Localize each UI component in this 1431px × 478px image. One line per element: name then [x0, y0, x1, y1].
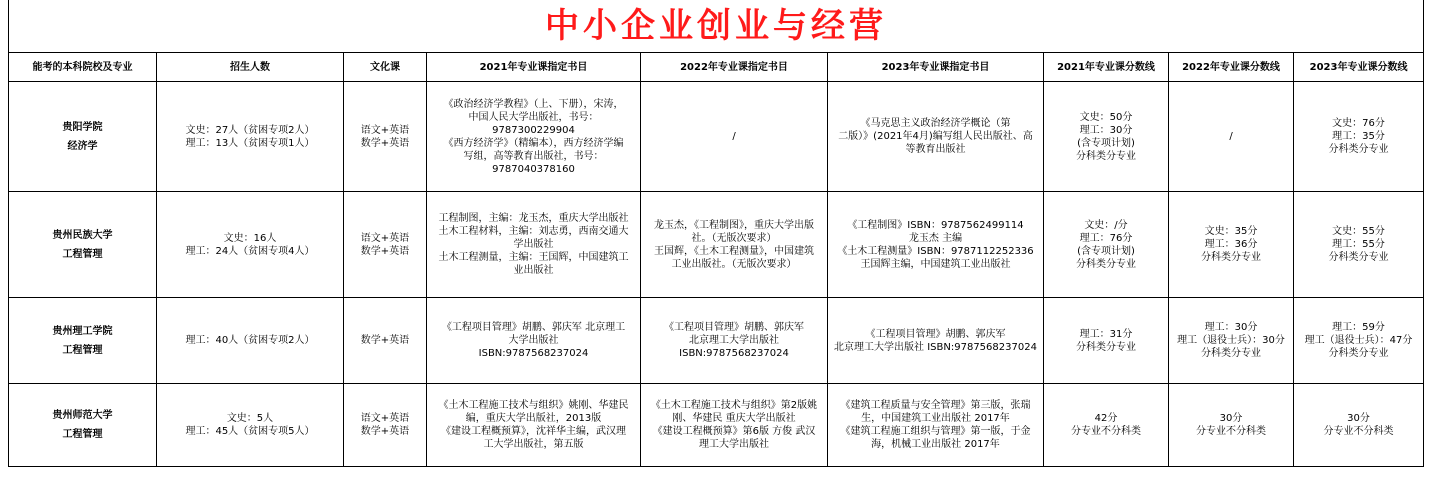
score-2021-cell	[1044, 384, 1169, 467]
score-line: 文史：35分	[1204, 226, 1258, 237]
culture-cell	[344, 384, 427, 467]
header-row	[9, 53, 1424, 82]
score-2023-cell	[1294, 298, 1424, 384]
score-2021-cell	[1044, 298, 1169, 384]
book-line: /	[732, 131, 736, 142]
book-line: 土木工程测量，主编：王国辉，中国建筑工	[438, 252, 629, 263]
books-2021-cell	[427, 384, 641, 467]
score-line: 理工（退役士兵）：30分	[1177, 335, 1285, 346]
culture-line: 数学+英语	[360, 137, 410, 149]
enroll-line: 文史：5人	[226, 413, 274, 424]
score-line: (含专项计划)	[1077, 137, 1135, 149]
book-line: 龙玉杰，《工程制图》，重庆大学出版	[654, 219, 814, 231]
school-cell	[9, 384, 157, 467]
score-line: 30分	[1219, 413, 1243, 424]
school-cell	[9, 192, 157, 298]
book-line: 生，中国建筑工业出版社 2017年	[861, 413, 1010, 424]
school-cell	[9, 298, 157, 384]
books-2023-cell	[828, 298, 1044, 384]
major-name: 工程管理	[62, 248, 103, 260]
book-line: 《建设工程概预算》第6版 方俊 武汉	[652, 426, 816, 437]
score-line: 理工：30分	[1079, 124, 1133, 136]
score-line: 分科类分专业	[1076, 150, 1136, 162]
book-line: 《工程项目管理》胡鹏、郭庆军 北京理工	[441, 322, 626, 333]
enroll-line: 理工：45人（贫困专项5人）	[185, 426, 315, 437]
header-cell: 2021年专业课分数线	[1044, 53, 1169, 82]
book-line: 北京理工大学出版社 ISBN:9787568237024	[834, 341, 1037, 353]
score-line: 42分	[1094, 413, 1118, 424]
book-line: 《土木工程测量》ISBN：9787112252336	[837, 245, 1034, 257]
table-row	[9, 82, 1424, 192]
table-row	[9, 192, 1424, 298]
culture-line: 语文+英语	[360, 124, 410, 136]
score-line: /	[1229, 131, 1233, 142]
books-2021-cell	[427, 192, 641, 298]
score-line: 分科类分专业	[1328, 252, 1389, 263]
score-2023-cell	[1294, 192, 1424, 298]
enroll-cell	[157, 82, 344, 192]
book-line: 《工程项目管理》胡鹏、郭庆军	[865, 328, 1006, 340]
enroll-cell	[157, 298, 344, 384]
score-2022-cell	[1169, 82, 1294, 192]
books-2023-cell	[828, 82, 1044, 192]
books-2021-cell	[427, 82, 641, 192]
enroll-line: 文史：16人	[223, 232, 277, 244]
score-line: 分科类分专业	[1328, 348, 1389, 359]
score-line: 分专业不分科类	[1323, 426, 1394, 437]
book-line: 北京理工大学出版社	[689, 335, 779, 346]
enroll-cell	[157, 192, 344, 298]
score-line: 理工：76分	[1079, 232, 1133, 244]
book-line: 《土木工程施工技术与组织》姚刚、华建民	[438, 400, 629, 411]
school-name: 贵州师范大学	[52, 410, 113, 421]
score-line: 分科类分专业	[1201, 252, 1261, 263]
book-line: 《西方经济学》（精编本），西方经济学编	[443, 137, 624, 149]
book-line: 海，机械工业出版社 2017年	[871, 439, 1000, 450]
header-cell: 2022年专业课分数线	[1169, 53, 1294, 82]
score-line: 分专业不分科类	[1196, 426, 1266, 437]
book-line: 王国辉主编，中国建筑工业出版社	[860, 258, 1011, 270]
book-line: 《政治经济学教程》（上、下册），宋涛，	[443, 98, 624, 110]
books-2023-cell	[828, 384, 1044, 467]
score-line: 30分	[1347, 413, 1370, 424]
score-line: 理工：55分	[1332, 239, 1385, 250]
book-line: 写组，高等教育出版社，书号：	[463, 150, 604, 162]
culture-line: 语文+英语	[360, 232, 410, 244]
book-line: ISBN:9787568237024	[679, 348, 789, 359]
school-name: 贵州理工学院	[52, 325, 113, 337]
score-line: 理工（退役士兵）：47分	[1304, 335, 1413, 346]
culture-line: 语文+英语	[360, 413, 410, 424]
score-2022-cell	[1169, 192, 1294, 298]
book-line: 工大学出版社，第五版	[483, 439, 584, 450]
score-line: 分科类分专业	[1076, 258, 1136, 270]
header-cell: 2022年专业课指定书目	[641, 53, 828, 82]
school-name: 贵阳学院	[62, 121, 103, 133]
book-line: 9787040378160	[492, 163, 575, 175]
books-2022-cell	[641, 384, 828, 467]
book-line: 理工大学出版社	[699, 439, 769, 450]
culture-cell	[344, 82, 427, 192]
book-line: 业出版社	[513, 265, 554, 276]
sheet-title: 中小企业创业与经营	[9, 0, 1424, 53]
score-2021-cell	[1044, 82, 1169, 192]
score-line: 分科类分专业	[1201, 348, 1261, 359]
book-line: 《建设工程概预算》，沈祥华主编，武汉理	[441, 426, 626, 437]
header-cell: 文化课	[344, 53, 427, 82]
book-line: 工程制图，主编：龙玉杰，重庆大学出版社	[438, 213, 629, 224]
book-line: 学出版社	[513, 239, 554, 250]
table-row	[9, 298, 1424, 384]
book-line: 刚、华建民 重庆大学出版社	[672, 413, 796, 424]
score-line: 理工：31分	[1079, 328, 1133, 340]
score-line: (含专项计划)	[1077, 245, 1135, 257]
book-line: 《建筑工程施工组织与管理》第一版，于金	[840, 426, 1031, 437]
major-name: 工程管理	[62, 344, 103, 356]
book-line: 中国人民大学出版社，书号：	[468, 111, 599, 123]
culture-cell	[344, 298, 427, 384]
header-cell: 招生人数	[157, 53, 344, 82]
score-line: 分专业不分科类	[1071, 426, 1141, 437]
book-line: 土木工程材料，主编：刘志勇，西南交通大	[438, 226, 629, 237]
score-line: 理工：59分	[1332, 322, 1385, 333]
header-cell: 能考的本科院校及专业	[9, 53, 157, 82]
book-line: 编，重庆大学出版社，2013版	[465, 413, 602, 424]
score-2022-cell	[1169, 384, 1294, 467]
book-line: ISBN:9787568237024	[478, 348, 589, 359]
score-2022-cell	[1169, 298, 1294, 384]
score-line: 理工：30分	[1204, 322, 1258, 333]
book-line: 《工程项目管理》胡鹏、郭庆军	[664, 322, 804, 333]
score-line: 理工：35分	[1332, 131, 1385, 142]
book-line: 《土木工程施工技术与组织》第2版姚	[650, 400, 818, 411]
score-line: 文史：55分	[1332, 226, 1385, 237]
school-name: 贵州民族大学	[52, 229, 113, 241]
score-line: 文史：76分	[1332, 118, 1385, 129]
score-line: 分科类分专业	[1328, 144, 1389, 155]
culture-line: 数学+英语	[360, 245, 410, 257]
score-line: 文史：50分	[1079, 111, 1133, 123]
spreadsheet	[8, 0, 1423, 467]
header-cell: 2021年专业课指定书目	[427, 53, 641, 82]
books-2022-cell	[641, 192, 828, 298]
score-2021-cell	[1044, 192, 1169, 298]
books-2021-cell	[427, 298, 641, 384]
book-line: 《马克思主义政治经济学概论（第	[860, 118, 1011, 129]
books-2022-cell	[641, 82, 828, 192]
book-line: 大学出版社	[508, 335, 559, 346]
book-line: 《建筑工程质量与安全管理》第三版，张瑞	[840, 400, 1031, 411]
book-line: 王国辉，《土木工程测量》，中国建筑	[654, 245, 814, 257]
culture-line: 数学+英语	[360, 426, 410, 437]
admissions-table	[8, 0, 1424, 467]
score-line: 文史：/分	[1084, 219, 1128, 231]
school-cell	[9, 82, 157, 192]
score-2023-cell	[1294, 384, 1424, 467]
books-2022-cell	[641, 298, 828, 384]
book-line: 龙玉杰 主编	[908, 232, 963, 244]
major-name: 经济学	[67, 140, 98, 152]
enroll-cell	[157, 384, 344, 467]
book-line: 《工程制图》ISBN：9787562499114	[847, 219, 1024, 231]
culture-line: 数学+英语	[360, 335, 410, 346]
books-2023-cell	[828, 192, 1044, 298]
book-line: 社。（无版次要求）	[691, 232, 777, 244]
book-line: 二版）》(2021年4月)编写组人民出版社、高	[838, 131, 1033, 142]
enroll-line: 理工：13人（贫困专项1人）	[185, 137, 315, 149]
score-line: 理工：36分	[1204, 239, 1258, 250]
book-line: 9787300229904	[492, 124, 575, 136]
book-line: 等教育出版社	[905, 144, 966, 155]
enroll-line: 文史：27人（贫困专项2人）	[185, 124, 315, 136]
culture-cell	[344, 192, 427, 298]
score-line: 分科类分专业	[1076, 341, 1136, 353]
enroll-line: 理工：24人（贫困专项4人）	[185, 245, 315, 257]
score-2023-cell	[1294, 82, 1424, 192]
header-cell: 2023年专业课指定书目	[828, 53, 1044, 82]
header-cell: 2023年专业课分数线	[1294, 53, 1424, 82]
book-line: 工业出版社。（无版次要求）	[671, 258, 797, 270]
major-name: 工程管理	[62, 429, 103, 440]
enroll-line: 理工：40人（贫困专项2人）	[185, 335, 315, 346]
table-row	[9, 384, 1424, 467]
